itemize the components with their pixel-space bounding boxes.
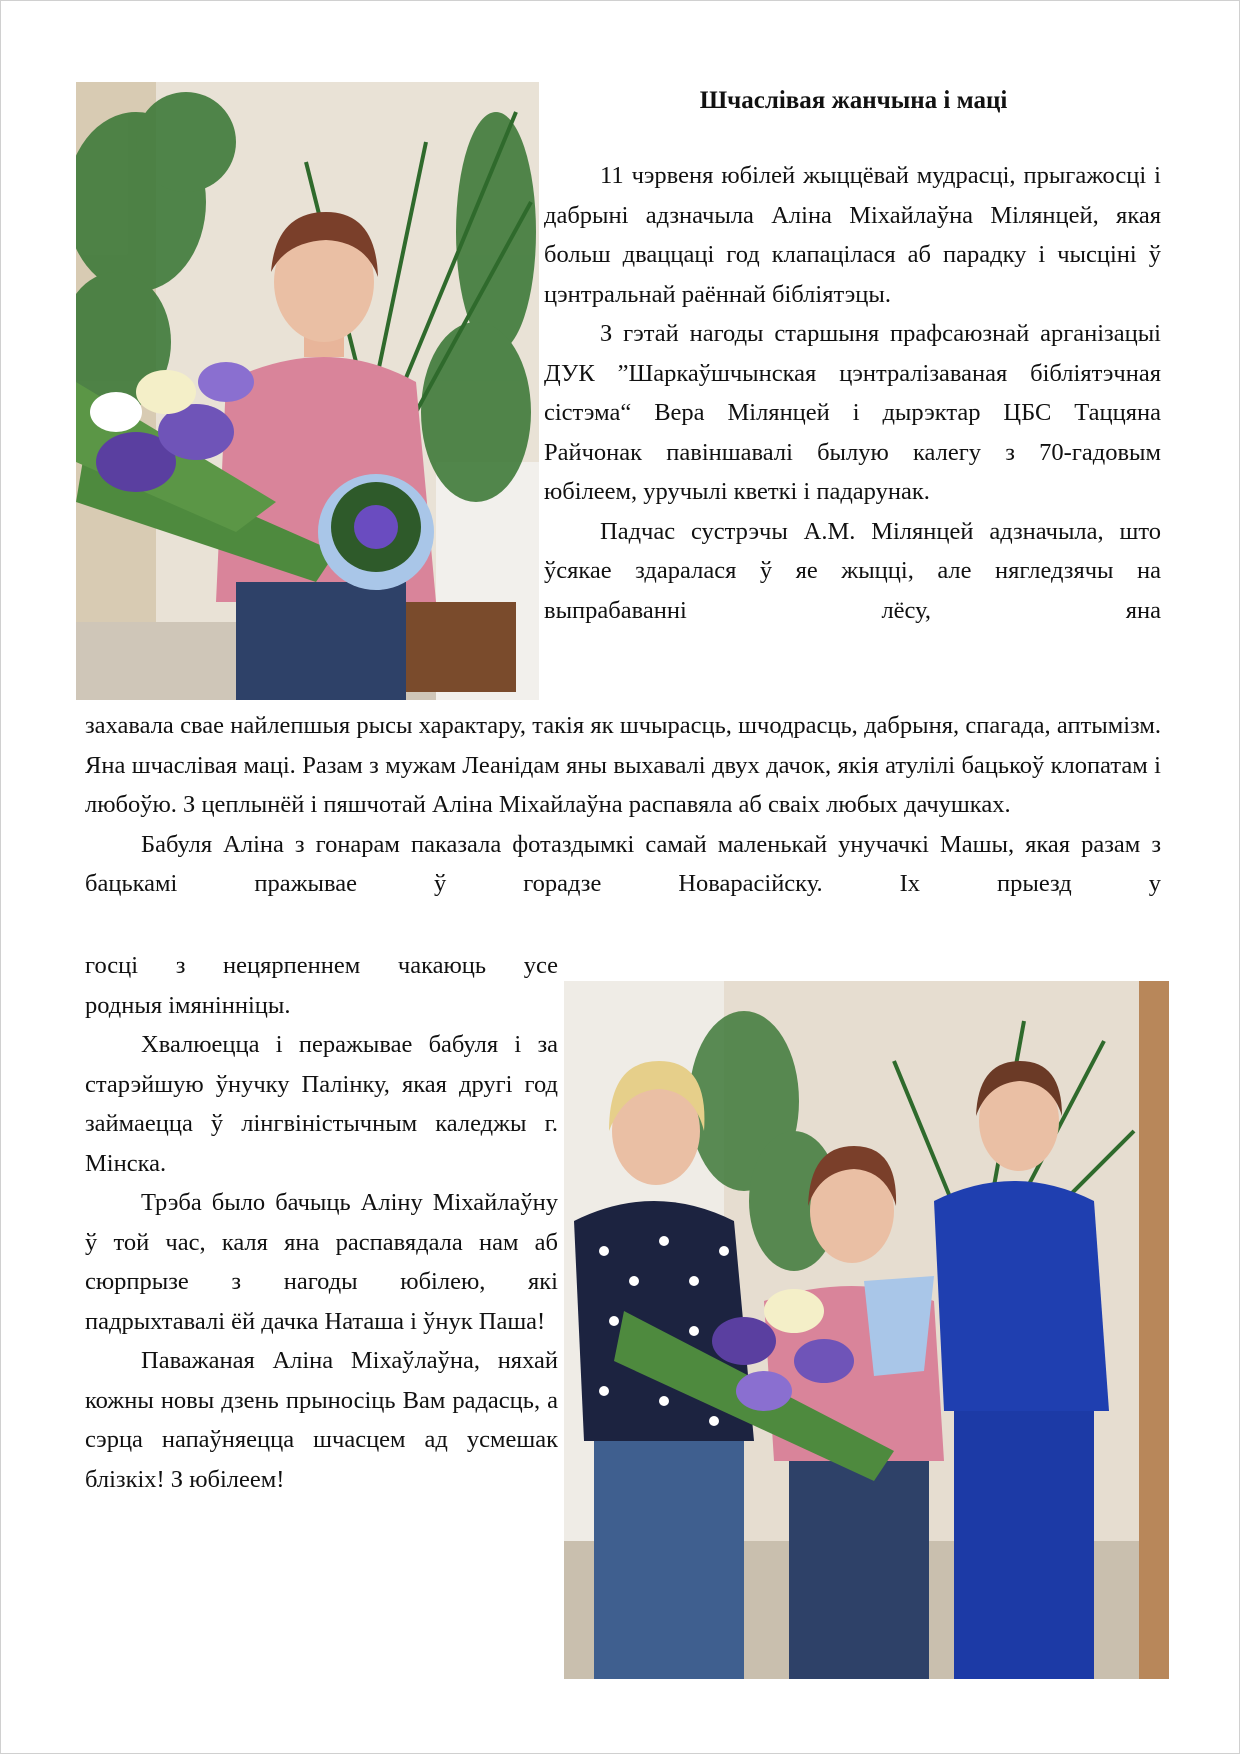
photo-three-women	[564, 981, 1169, 1679]
article-full-width-column	[85, 706, 1161, 904]
paragraph-granddaughter: Хвалюецца і перажывае бабуля і за старэйшую ўнучку Палінку, якая другі год займаецца ў лінгвіністычным каледжы г. Мінска.	[85, 1031, 558, 1177]
photo-jubilarian-illustration	[76, 82, 539, 700]
paragraph-character: захавала свае найлепшыя рысы характару, такія як шчырасць, шчодрасць, дабрыня, спагада, аптымізм. Яна шчаслівая маці. Разам з мужам Леанідам яны выхавалі двух дачок, якія атулілі бацькоў клопатам і любоўю. З цеплынёй і пяшчотай Аліна Міхайлаўна распавяла аб сваіх любых дачушках.	[85, 712, 1161, 818]
paragraph-surprise: Трэба было бачыць Аліну Міхайлаўну ў той час, каля яна распавядала нам аб сюрпрызе з нагоды юбілею, які падрыхтавалі ёй дачка Наташа і ўнук Паша!	[85, 1189, 558, 1335]
paragraph-anniversary: 11 чэрвеня юбілей жыццёвай мудрасці, прыгажосці і дабрыні адзначыла Аліна Міхайлаўна Мілянцей, якая больш дваццаці год клапацілася аб парадку і чысціні ў цэнтральнай раённай бібліятэцы.	[544, 162, 1161, 308]
photo-three-women-illustration	[564, 981, 1169, 1679]
paragraph-wishes: Паважаная Аліна Міхаўлаўна, няхай кожны новы дзень прыносіць Вам радасць, а сэрца напаўняецца шчасцем ад усмешак блізкіх! З юбілеем!	[85, 1347, 558, 1493]
paragraph-congratulations: З гэтай нагоды старшыня прафсаюзнай арганізацыі ДУК ”Шаркаўшчынская цэнтралізаваная бібліятэчная сістэма“ Вера Мілянцей і дырэктар ЦБС Таццяна Райчонак павіншавалі былую калегу з 70-гадовым юбілеем, уручылі кветкі і падарунак.	[544, 320, 1161, 505]
article-bottom-left-column	[85, 946, 558, 1499]
photo-jubilarian-with-flowers	[76, 82, 539, 700]
article-title: Шчаслівая жанчына і маці	[699, 87, 1008, 114]
paragraph-grandmother-end-line2: родныя імяніннiцы.	[85, 991, 291, 1019]
article-intro-column	[544, 156, 1161, 630]
paragraph-meeting-start: Падчас сустрэчы А.М. Мілянцей адзначыла, што ўсякае здаралася ў яе жыцці, але нягледзячы на выпрабаванні лёсу, яна	[544, 517, 1161, 624]
paragraph-grandmother-end-line1: госці з нецярпеннем чакаюць усе	[85, 952, 558, 979]
paragraph-grandmother-start: Бабуля Аліна з гонарам паказала фотаздымкі самай маленькай унучачкі Машы, якая разам з бацькамі пражывае ў горадзе Новарасійску. Іх прыезд у	[85, 830, 1161, 897]
